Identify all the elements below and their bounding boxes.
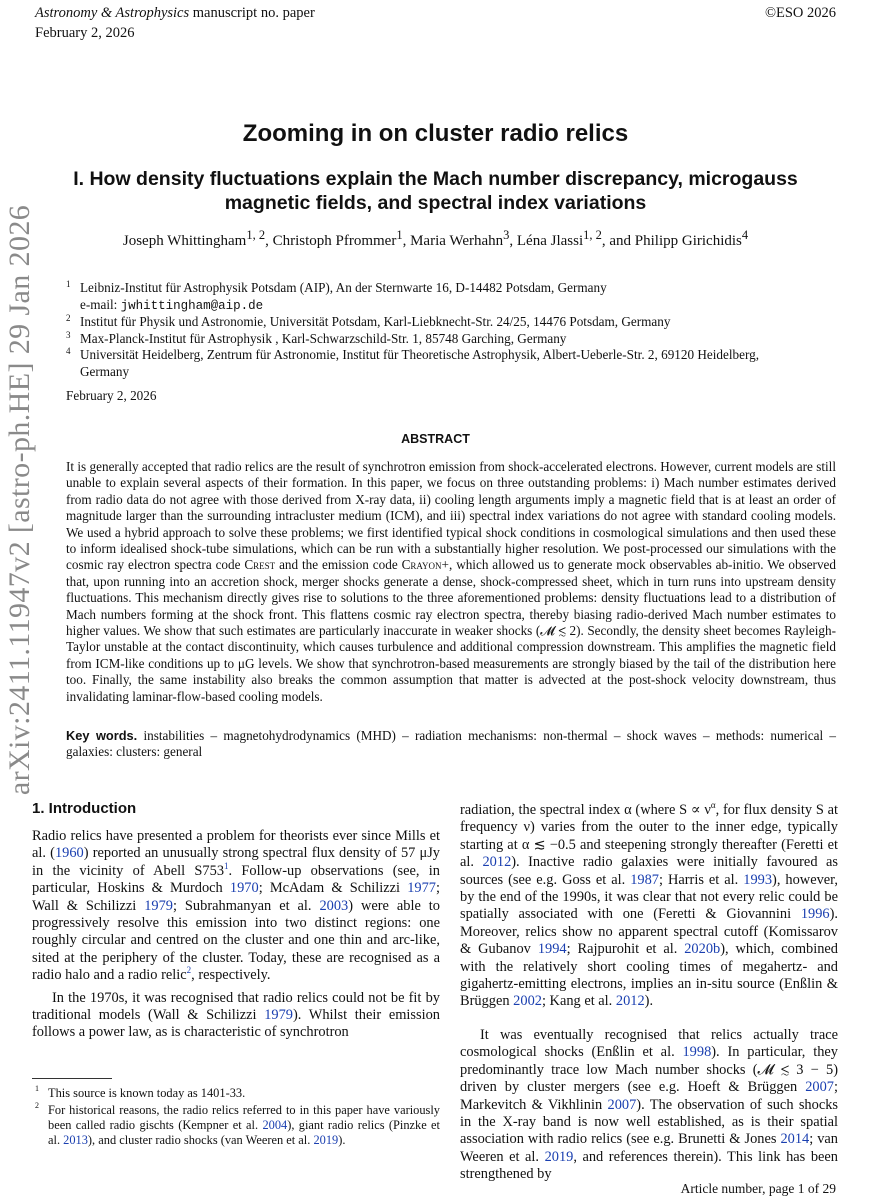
footnote-ref[interactable]: 2 [186,965,192,976]
body-text: ; Harris et al. [658,871,744,888]
citation-link[interactable]: 2019 [544,1148,574,1165]
body-text: ). In particular, they predominantly trace low Mach number shocks (𝓜 ≲ 3 − 5) driven by cluster mergers (see e.g. Hoeft & Brüggen [460,1044,838,1096]
body-text: ). The observation of such shocks in the X-ray band is now well established, as is their spatial association with radio relics (see e.g. Brunetti & Jones [460,1096,838,1148]
paragraph [460,1027,838,1184]
author-affil-ref: 4 [741,228,749,242]
body-text: It was eventually recognised that relics actually trace cosmological shocks (Enßlin et al. [460,1026,838,1061]
citation-link[interactable]: 2020b [684,941,721,958]
footnotes [32,1086,440,1148]
footnote: 1 This source is known today as 1401-33. [35,1084,246,1100]
author-name: , and Philipp Girichidis [601,233,742,249]
body-text: ; Rajpurohit et al. [566,941,685,958]
citation-link[interactable]: 1998 [682,1044,712,1061]
citation-link[interactable]: 1960 [54,845,84,862]
citation-link[interactable]: 1993 [743,871,773,888]
citation-link[interactable]: 2007 [607,1096,637,1113]
running-header [35,3,315,43]
body-text: , and references therein). This link has been strengthened by [460,1148,838,1183]
citation-link[interactable]: 2002 [513,993,542,1010]
received-date: February 2, 2026 [66,388,157,403]
section-heading: 1. Introduction [32,800,137,817]
body-text: Radio relics have presented a problem for theorists ever since Mills et al. ( [32,828,440,862]
author-affil-ref: 1 [396,228,403,242]
abstract-text: , which allowed us to generate mock observables ab-initio. We observed that, upon running into an accretion shock, merger shocks generate a dense, shock-compressed sheet, which in turn runs into upstream density fluctuations. This mechanism directly gives rise to solutions to the three aforementioned problems: density fluctuations lead to a distribution of Mach numbers forming at the shock front. This flattens cosmic ray electron spectra, thereby biasing radio-derived Mach number estimates to higher values. We show that such estimates are particularly inaccurate in weaker shocks (𝓜 ≲ 2). Secondly, the density sheet becomes Rayleigh-Taylor unstable at the contact discontinuity, which causes turbulence and additional compression downstream. This amplifies the magnetic field from ICM-like conditions up to μG levels. We show that synchrotron-based measurements are strongly biased by the tail of the distribution here too. Finally, the same instability also breaks the common assumption that matter is advected at the post-shock velocity downstream, thus invalidating laminar-flow-based cooling models. [66,557,836,704]
body-text: ; van Weeren et al. [460,1131,839,1165]
paper-title: Zooming in on cluster radio relics [242,120,629,147]
body-text: , for flux density S at frequency ν) varies from the outer to the inner edge, typically starting at α ≲ −0.5 and steepening strongly thereafter (Feretti et al. [460,802,838,871]
email-label: e-mail: [80,296,121,312]
affiliation-item: 1 Leibniz-Institut für Astrophysik Potsdam (AIP), An der Sternwarte 16, D-14482 Potsdam, Germany e-mail: jwhittingham@aip.de [66,280,846,314]
paragraph [460,802,838,1011]
body-text: ). [644,993,654,1010]
abstract-heading: ABSTRACT [401,432,470,446]
right-column [460,802,838,1184]
affiliation-item: 4 Universität Heidelberg, Zentrum für Astronomie, Institut für Theoretische Astrophysik, Albert-Ueberle-Str. 2, 69120 Heidelberg, Germany [66,347,846,380]
author-name: Joseph Whittingham [122,233,247,249]
citation-link[interactable]: 1987 [630,871,659,888]
paragraph [32,828,440,985]
body-text: In the 1970s, it was recognised that radio relics could not be fit by traditional models (Wall & Schilizzi [32,989,440,1024]
footnote: 2 For historical reasons, the radio relics referred to in this paper have variously been called radio gischts (Kempner et al. 2004), giant radio relics (Pinzke et al. 2013), and cluster radio shocks (van Weeren et al. 2019). [35,1101,440,1147]
affiliation-text: Universität Heidelberg, Zentrum für Astronomie, Institut für Theoretische Astrophysik, Albert-Ueberle-Str. 2, 69120 Heidelberg, [80,347,760,362]
paper-subtitle [0,167,871,215]
citation-link[interactable]: 1977 [407,880,436,897]
author-name: , Léna Jlassi [509,233,584,249]
affiliations [66,280,846,380]
citation-link[interactable]: 1979 [144,897,173,914]
citation-link[interactable]: 1996 [800,906,830,923]
body-text: ), however, by the end of the 1990s, it was clear that not every relic could be spatially associated with one (Feretti & Giovannini [460,871,838,923]
paragraph [32,990,440,1042]
body-text: ; Markevitch & Vikhlinin [460,1079,838,1113]
manuscript-label: manuscript no. paper [189,5,315,21]
body-text: ) reported an unusually strong spectral flux density of 57 μJy in the vicinity of Abell S753 [32,845,441,879]
subtitle-line-2: magnetic fields, and spectral index variations [224,192,647,214]
body-text: ). Whilst their emission follows a power law, as is characteristic of synchrotron [32,1007,440,1041]
keywords-label: Key words. [66,728,138,743]
footnote-text: This source is known today as 1401-33. [48,1086,246,1100]
citation-link[interactable]: 2019 [313,1133,339,1147]
body-text: ) were able to progressively resolve this emission into two distinct regions: one roughly circular and centred on the cluster and one thin and arc-like, sited at the periphery of the cluster. Today, these are recognised as a radio halo and a radio relic [32,897,440,984]
author-affil-ref: 1, 2 [246,228,266,242]
citation-link[interactable]: 2004 [262,1118,288,1132]
author-list [0,228,871,250]
body-text: radiation, the spectral index α (where S ∝ ν [460,802,711,818]
citation-link[interactable]: 2003 [319,897,349,914]
footnote-rule [32,1078,112,1079]
author-affil-ref: 3 [503,228,510,242]
body-text: ). Moreover, relics show no apparent spectral cutoff (Komissarov & Gubanov [460,906,838,958]
author-name: , Maria Werhahn [402,233,504,249]
keywords-text: instabilities – magnetohydrodynamics (MHD) – radiation mechanisms: non-thermal – shock waves – methods: numerical – galaxies: clusters: general [66,728,836,760]
body-text: ; Subrahmanyan et al. [172,897,320,914]
author-affil-ref: 1, 2 [583,228,602,242]
footnote-text: ). [338,1133,346,1147]
body-text: ; Wall & Schilizzi [32,880,440,914]
affiliation-text: Leibniz-Institut für Astrophysik Potsdam (AIP), An der Sternwarte 16, D-14482 Potsdam, Germany [80,280,607,295]
citation-link[interactable]: 1994 [537,941,567,958]
keywords [66,728,836,761]
footnote-text: ), giant radio relics (Pinzke et al. [48,1118,440,1147]
code-name: Crest [244,557,276,573]
body-text: , respectively. [191,967,271,984]
email-link[interactable]: jwhittingham@aip.de [120,298,264,313]
footnote-ref[interactable]: 1 [224,861,229,872]
citation-link[interactable]: 2014 [780,1131,810,1148]
footnote-text: ), and cluster radio shocks (van Weeren et al. [87,1133,314,1147]
body-text: ; McAdam & Schilizzi [258,880,408,897]
left-column [32,828,440,1042]
affiliation-item: 2 Institut für Physik und Astronomie, Universität Potsdam, Karl-Liebknecht-Str. 24/25, 14476 Potsdam, Germany [66,314,846,331]
affiliation-text: Germany [80,363,130,379]
page-footer: Article number, page 1 of 29 [680,1181,836,1196]
copyright: ©ESO 2026 [764,5,836,21]
body-text: ), which, combined with the relatively short cooling times of megahertz- and gigahertz-emitting electrons, implies an in-situ source (Enßlin & Brüggen [460,941,838,1010]
journal-name: Astronomy & Astrophysics [35,5,190,21]
arxiv-stamp-text[interactable]: arXiv:2411.11947v2 [astro-ph.HE] 29 Jan 2026 [3,204,36,796]
abstract-text: and the emission code [275,557,402,573]
citation-link[interactable]: 1979 [264,1007,293,1024]
affiliation-text: Max-Planck-Institut für Astrophysik , Karl-Schwarzschild-Str. 1, 85748 Garching, Germany [80,330,567,346]
abstract-text: It is generally accepted that radio relics are the result of synchrotron emission from shock-accelerated electrons. However, current models are still unable to explain several aspects of their formation. In this paper, we focus on three outstanding problems: i) Mach number estimates derived from radio data do not agree with those derived from X-ray data, ii) cooling length arguments imply a magnetic field that is at least an order of magnitude larger than the surrounding intracluster medium (ICM), and iii) spectral index variations do not agree with standard cooling models. We used a hybrid approach to solve these problems; we first identified typical shock conditions in cosmological simulations and then used these to inform idealised shock-tube simulations, which can be run with a substantially higher resolution. We post-processed our simulations with the cosmic ray electron spectra code [66,459,836,573]
subtitle-line-1: I. How density fluctuations explain the Mach number discrepancy, microgauss [73,168,798,190]
affiliation-text: Institut für Physik und Astronomie, Universität Potsdam, Karl-Liebknecht-Str. 24/25, 14476 Potsdam, Germany [80,314,671,329]
author-name: , Christoph Pfrommer [265,233,397,249]
abstract-body [66,459,836,705]
citation-link[interactable]: 2007 [805,1079,834,1096]
code-name: Crayon+ [401,557,449,573]
citation-link[interactable]: 1970 [229,880,259,897]
citation-link[interactable]: 2012 [615,993,645,1010]
citation-link[interactable]: 2013 [63,1133,88,1147]
body-text: . Follow-up observations (see, in particular, Hoskins & Murdoch [32,862,440,897]
body-text: ; Kang et al. [541,993,616,1010]
body-text: ). Inactive radio galaxies were initially favoured as sources (see e.g. Goss et al. [460,854,838,888]
footnote-text: For historical reasons, the radio relics referred to in this paper have variously been called radio gischts (Kempner et al. [48,1103,440,1132]
exponent: α [710,800,716,811]
header-date: February 2, 2026 [35,25,135,41]
citation-link[interactable]: 2012 [482,854,512,871]
affiliation-item: 3 Max-Planck-Institut für Astrophysik , Karl-Schwarzschild-Str. 1, 85748 Garching, Germany [66,331,846,348]
